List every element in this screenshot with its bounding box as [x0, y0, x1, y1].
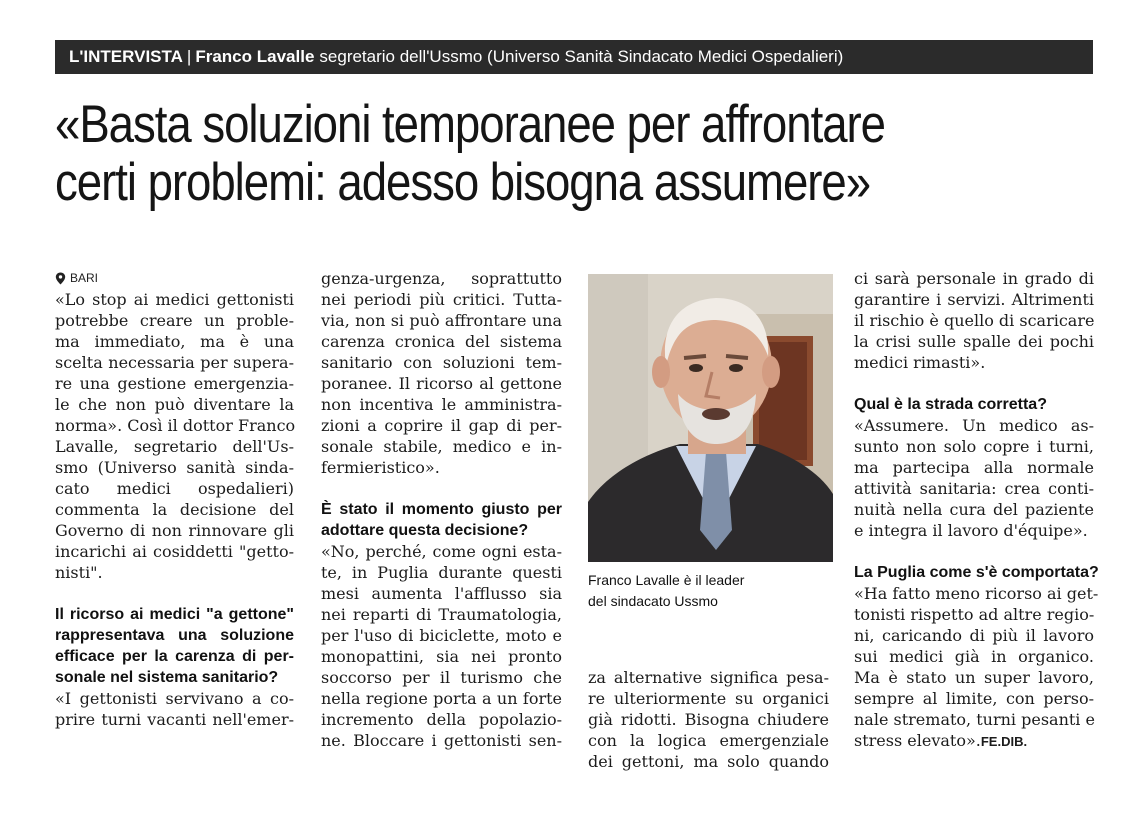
text-line: soccorso per il turismo che	[321, 668, 562, 687]
text-line: sunto non solo copre i turni,	[854, 437, 1094, 456]
caption-line: Franco Lavalle è il leader	[588, 572, 745, 588]
text-line: smo (Universo sanità sinda-	[55, 458, 294, 477]
text-line: sonale stabile, medico e in-	[321, 437, 562, 456]
text-line: mesi aumenta l'afflusso sia	[321, 584, 562, 603]
author-signature: FE.DIB.	[980, 734, 1028, 749]
text-line: fermieristico».	[321, 458, 440, 477]
text-line: «No, perché, come ogni esta-	[321, 542, 562, 561]
article-column-2	[321, 268, 562, 751]
text-line: ma immediato, ma è una	[55, 332, 294, 351]
text-line: «I gettonisti servivano a co-	[55, 689, 294, 708]
text-line: il rischio è quello di scaricare	[854, 311, 1095, 330]
text-line: «Ha fatto meno ricorso ai get-	[854, 584, 1099, 603]
caption-line: del sindacato Ussmo	[588, 593, 718, 609]
question-line: Il ricorso ai medici "a gettone"	[55, 606, 294, 623]
text-line: genza-urgenza, soprattutto	[321, 269, 562, 288]
interview-question-4	[854, 562, 1099, 583]
text-line: e integra il lavoro d'équipe».	[854, 521, 1088, 540]
text-line: ne. Bloccare i gettonisti sen-	[321, 731, 562, 750]
text-line-content: stress elevato».	[854, 731, 981, 750]
text-line: via, non si può affrontare una	[321, 311, 562, 330]
text-line: monopattini, sia nei pronto	[321, 647, 562, 666]
text-line: prire turni vacanti nell'emer-	[55, 710, 294, 729]
text-line: sanitario con soluzioni tem-	[321, 353, 562, 372]
interviewee-name: Franco Lavalle	[195, 47, 315, 66]
text-line: incremento della popolazio-	[321, 710, 562, 729]
interview-answer-2-end	[854, 268, 1094, 373]
interview-question-1	[55, 604, 294, 688]
text-line: carenza cronica del sistema	[321, 332, 562, 351]
interview-answer-3	[854, 415, 1094, 541]
text-line: poranee. Il ricorso al gettone	[321, 374, 562, 393]
text-line: norma». Così il dottor Franco	[55, 416, 296, 435]
question-line: È stato il momento giusto per	[321, 501, 562, 518]
text-line: za alternative significa pesa-	[588, 668, 829, 687]
interview-kicker-bar	[55, 40, 1093, 74]
question-line: rappresentava una soluzione	[55, 627, 294, 644]
article-column-3	[588, 667, 829, 772]
location-pin-icon	[55, 272, 66, 285]
interviewee-photo	[588, 274, 833, 562]
text-line: sui medici già in organico.	[854, 647, 1094, 666]
section-kicker: L'INTERVISTA	[69, 47, 183, 66]
article-column-1	[55, 268, 294, 730]
question-line: Qual è la strada corretta?	[854, 396, 1047, 413]
interview-answer-1-continued	[321, 268, 562, 478]
text-line: cato medici ospedalieri)	[55, 479, 294, 498]
text-line: nella regione porta a un forte	[321, 689, 562, 708]
interview-answer-1	[55, 688, 294, 730]
interview-question-2	[321, 499, 562, 541]
text-line: medici rimasti».	[854, 353, 986, 372]
article-headline	[55, 96, 967, 212]
dateline	[55, 268, 294, 289]
text-line: «Lo stop ai medici gettonisti	[55, 290, 294, 309]
text-line: le che non può diventare la	[55, 395, 294, 414]
interview-question-3	[854, 394, 1094, 415]
dateline-city: BARI	[70, 271, 99, 285]
text-line	[854, 730, 1094, 752]
text-line: commenta la decisione del	[55, 500, 294, 519]
text-line: re una gestione emergenzia-	[55, 374, 294, 393]
text-line: zioni a coprire il gap di per-	[321, 416, 562, 435]
text-line: ci sarà personale in grado di	[854, 269, 1094, 288]
text-line: con la logica emergenziale	[588, 731, 829, 750]
text-line: garantire i servizi. Altrimenti	[854, 290, 1094, 309]
text-line: nisti".	[55, 563, 103, 582]
article-column-4	[854, 268, 1099, 752]
text-line: tonisti rispetto ad altre regio-	[854, 605, 1095, 624]
text-line: incarichi ai cosiddetti "getto-	[55, 542, 294, 561]
text-line: sempre al limite, con perso-	[854, 689, 1094, 708]
question-line: sonale nel sistema sanitario?	[55, 669, 279, 686]
text-line: scelta necessaria per supera-	[55, 353, 294, 372]
text-line: Governo di non rinnovare gli	[55, 521, 294, 540]
text-line: nale stremato, turni pesanti e	[854, 710, 1095, 729]
text-line: dei gettoni, ma solo quando	[588, 752, 829, 771]
text-line: re ulteriormente su organici	[588, 689, 829, 708]
text-line: «Assumere. Un medico as-	[854, 416, 1094, 435]
photo-caption	[588, 570, 833, 612]
portrait-illustration	[588, 274, 833, 562]
text-line: nei periodi più critici. Tutta-	[321, 290, 562, 309]
kicker-separator: |	[186, 47, 192, 66]
interview-answer-4	[854, 583, 1099, 752]
text-line: la crisi sulle spalle dei pochi	[854, 332, 1094, 351]
intro-paragraph	[55, 289, 294, 583]
question-line: La Puglia come s'è comportata?	[854, 564, 1099, 581]
headline-line: certi problemi: adesso bisogna assumere»	[55, 153, 871, 212]
question-line: efficace per la carenza di per-	[55, 648, 294, 665]
text-line: potrebbe creare un proble-	[55, 311, 294, 330]
headline-line: «Basta soluzioni temporanee per affrontare	[55, 95, 885, 154]
text-line: attività sanitaria: crea conti-	[854, 479, 1094, 498]
text-line: Lavalle, segretario dell'Us-	[55, 437, 294, 456]
text-line: già ridotti. Bisogna chiudere	[588, 710, 829, 729]
text-line: Ma è stato un super lavoro,	[854, 668, 1094, 687]
interview-answer-2-continued	[588, 667, 829, 772]
interviewee-role: segretario dell'Ussmo (Universo Sanità Sindacato Medici Ospedalieri)	[319, 47, 844, 66]
text-line: per l'uso di biciclette, moto e	[321, 626, 562, 645]
interview-answer-2	[321, 541, 562, 751]
text-line: te, in Puglia durante questi	[321, 563, 562, 582]
question-line: adottare questa decisione?	[321, 522, 529, 539]
text-line: nuità nella cura del paziente	[854, 500, 1094, 519]
text-line: ni, caricando di più il lavoro	[854, 626, 1094, 645]
text-line: non incentiva le amministra-	[321, 395, 562, 414]
text-line: nei reparti di Traumatologia,	[321, 605, 562, 624]
text-line: ma partecipa alla normale	[854, 458, 1094, 477]
